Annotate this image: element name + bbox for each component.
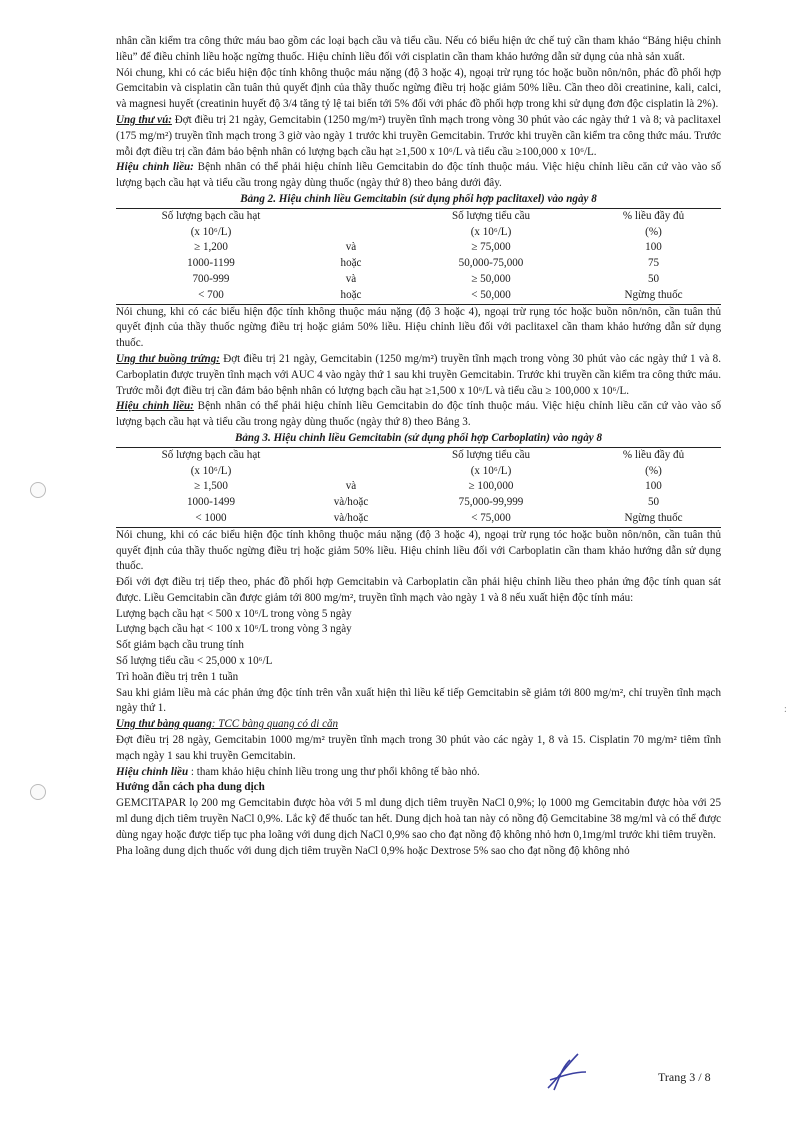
punch-hole-top	[30, 482, 46, 498]
table-header-row: Số lượng bạch cầu hạt Số lượng tiểu cầu % liều đầy đủ	[116, 447, 721, 463]
section-label: Ung thư bàng quang	[116, 718, 212, 731]
page-number: Trang 3 / 8	[658, 1070, 711, 1084]
table-header-row: (x 10⁶/L) (x 10⁶/L) (%)	[190, 464, 662, 477]
section-heading: Hướng dẫn cách pha dung dịch	[116, 781, 265, 794]
paragraph: Nói chung, khi có các biểu hiện độc tính không thuộc máu nặng (độ 3 hoặc 4), ngoại trừ rụng tóc hoặc buồn nôn/nôn, cần tuân thủ quyết định của thầy thuốc ngừng điều trị hoặc giảm 50% liều. Hiệu chỉnh liều đối với Carboplatin cần tham khảo hướng dẫn sử dụng thuốc.	[116, 528, 721, 573]
paragraph: Đối với đợt điều trị tiếp theo, phác đồ phối hợp Gemcitabin và Carboplatin cần phải hiệu chỉnh liều theo phản ứng độc tính quan sát được. Liều Gemcitabin cần được giảm tới 800 mg/m², truyền tĩnh mạch vào ngày 1 và 8 nếu xuất hiện độc tính máu:	[116, 576, 721, 604]
paragraph-dose-adjust: Hiệu chỉnh liều: Bệnh nhân có thể phải hiệu chỉnh liều Gemcitabin do độc tính thuộc máu. Việc hiệu chỉnh liều căn cứ vào vào số lượng bạch cầu hạt và tiểu cầu trong ngày dùng thuốc (ngày thứ 8) theo Bảng 3.	[116, 400, 721, 429]
list-item: Lượng bạch cầu hạt < 500 x 10⁶/L trong vòng 5 ngày	[116, 607, 352, 620]
section-label: Ung thư buồng trứng:	[116, 352, 220, 365]
paragraph: Đợt điều trị 28 ngày, Gemcitabin 1000 mg/m² truyền tĩnh mạch trong 30 phút vào các ngày 1, 8 và 15. Cisplatin 70 mg/m² tiêm tĩnh mạch ngày 1 sau khi truyền Gemcitabin.	[116, 734, 721, 762]
section-label: Hiệu chỉnh liều	[116, 765, 189, 778]
paragraph: nhân cần kiểm tra công thức máu bao gồm các loại bạch cầu và tiểu cầu. Nếu có biểu hiện ức chế tuỷ cần tham khảo “Bảng hiệu chỉnh liều” để điều chỉnh liều hoặc ngừng thuốc. Hiệu chỉnh liều đối với cisplatin cần tham khảo hướng dẫn sử dụng của nhà sản xuất.	[116, 35, 721, 63]
signature-mark	[540, 1050, 590, 1100]
table-row: 700-999 và ≥ 50,000 50	[192, 272, 660, 285]
paragraph: Nói chung, khi có các biểu hiện độc tính không thuộc máu nặng (độ 3 hoặc 4), ngoại trừ rụng tóc hoặc buồn nôn/nôn, phác đồ phối hợp Gemcitabin và cisplatin cần tuân thủ quyết định của thầy thuốc ngừng điều trị hoặc giảm 50% liều. Cần theo dõi creatinine, kali, calci, và magnesi huyết (creatinin huyết độ 3/4 tăng tỷ lệ tai biến tới 5% đối với phác đồ phối hợp trong khi sử dụng đơn độc cisplatin là 2%).	[116, 66, 721, 111]
punch-hole-bottom	[30, 784, 46, 800]
paragraph: Nói chung, khi có các biểu hiện độc tính không thuộc máu nặng (độ 3 hoặc 4), ngoại trừ rụng tóc hoặc buồn nôn/nôn, cần tuân thủ quyết định của thầy thuốc ngừng điều trị hoặc giảm 50% liều. Hiệu chỉnh liều đối với paclitaxel cần tham khảo hướng dẫn sử dụng thuốc.	[116, 305, 721, 350]
table-row: 1000-1199 hoặc 50,000-75,000 75	[187, 257, 660, 270]
paragraph-bladder-cancer: Ung thư bàng quang: TCC bàng quang có di căn	[116, 718, 339, 731]
list-item: Trì hoãn điều trị trên 1 tuần	[116, 670, 239, 683]
table-header-row: Số lượng bạch cầu hạt Số lượng tiểu cầu % liều đầy đủ	[116, 208, 721, 224]
paragraph: Pha loãng dung dịch thuốc với dung dịch tiêm truyền NaCl 0,9% hoặc Dextrose 5% sao cho đạt nồng độ không nhỏ	[116, 844, 630, 857]
table-row: 1000-1499 và/hoặc 75,000-99,999 50	[186, 496, 660, 509]
paragraph: Sau khi giảm liều mà các phản ứng độc tính trên vẫn xuất hiện thì liều kế tiếp Gemcitabin sẽ giảm tới 800 mg/m², chỉ truyền tĩnh mạch ngày thứ 1.	[116, 686, 721, 715]
paragraph-breast-cancer: Ung thư vú: Đợt điều trị 21 ngày, Gemcitabin (1250 mg/m²) truyền tĩnh mạch trong vòng 30 phút vào các ngày thứ 1 và 8; và paclitaxel (175 mg/m²) truyền tĩnh mạch trong 3 giờ vào ngày 1 trước khi truyền Gemcitabin. Trước khi truyền cần kiểm tra công thức máu. Trước mỗi đợt điều trị cần đảm bảo bệnh nhân có lượng bạch cầu hạt ≥1,500 x 10⁶/L và tiểu cầu ≥100,000 x 10⁶/L.	[116, 113, 721, 158]
section-label: Ung thư vú:	[116, 113, 172, 126]
table2-caption: Bảng 2. Hiệu chỉnh liều Gemcitabin (sử dụng phối hợp paclitaxel) vào ngày 8	[240, 192, 597, 205]
table-row: ≥ 1,200 và ≥ 75,000 100	[194, 241, 662, 254]
table-header-row: (x 10⁶/L) (x 10⁶/L) (%)	[190, 225, 662, 238]
paragraph-ovarian-cancer: Ung thư buồng trứng: Đợt điều trị 21 ngày, Gemcitabin (1250 mg/m²) truyền tĩnh mạch trong vòng 30 phút vào các ngày thứ 1 và 8. Carboplatin được truyền tĩnh mạch với AUC 4 vào ngày thứ 1 sau khi truyền Gemcitabin. Trước khi truyền cần kiểm tra công thức máu. Trước mỗi đợt điều trị cần đảm bảo bệnh nhân có lượng bạch cầu hạt ≥1,500 x 10⁶/L và tiểu cầu ≥ 100,000 x 10⁶/L.	[116, 352, 721, 397]
list-item: Lượng bạch cầu hạt < 100 x 10⁶/L trong vòng 3 ngày	[116, 623, 352, 636]
table3-caption: Bảng 3. Hiệu chỉnh liều Gemcitabin (sử dụng phối hợp Carboplatin) vào ngày 8	[234, 431, 603, 444]
section-label: Hiệu chỉnh liều:	[116, 161, 194, 174]
paragraph: GEMCITAPAR lọ 200 mg Gemcitabin được hòa với 5 ml dung dịch tiêm truyền NaCl 0,9%; lọ 1000 mg Gemcitabin được hòa với 25 ml dung dịch tiêm truyền NaCl 0,9%. Lắc kỹ để thuốc tan hết. Dung dịch hoà tan này có nồng độ Gemcitabine 38 mg/ml và có thể được dùng ngay hoặc được tiếp tục pha loãng với dung dịch NaCl 0,9% sao cho đạt nồng độ không nhỏ hơn 0,1mg/ml trước khi tiêm truyền.	[116, 797, 721, 841]
table-row: ≥ 1,500 và ≥ 100,000 100	[194, 480, 662, 493]
table3	[116, 447, 721, 528]
paragraph-dose-adjust: Hiệu chỉnh liều: Bệnh nhân có thể phải hiệu chỉnh liều Gemcitabin do độc tính thuộc máu. Việc hiệu chỉnh liều căn cứ vào vào số lượng bạch cầu hạt và tiểu cầu trong ngày dùng thuốc (ngày thứ 8) theo bảng dưới đây.	[116, 161, 721, 190]
section-label: Hiệu chỉnh liều:	[116, 400, 194, 413]
list-item: Số lượng tiểu cầu < 25,000 x 10⁶/L	[116, 655, 273, 668]
paragraph-dose-adjust: Hiệu chỉnh liều : tham khảo hiệu chỉnh liều trong ung thư phổi không tế bào nhỏ.	[116, 765, 480, 778]
table-row: < 700 hoặc < 50,000 Ngừng thuốc	[116, 288, 721, 304]
list-item: Sốt giảm bạch cầu trung tính	[116, 639, 244, 652]
document-body	[116, 34, 721, 859]
table-row: < 1000 và/hoặc < 75,000 Ngừng thuốc	[116, 511, 721, 527]
scan-mark: :	[784, 704, 787, 715]
table2	[116, 208, 721, 305]
